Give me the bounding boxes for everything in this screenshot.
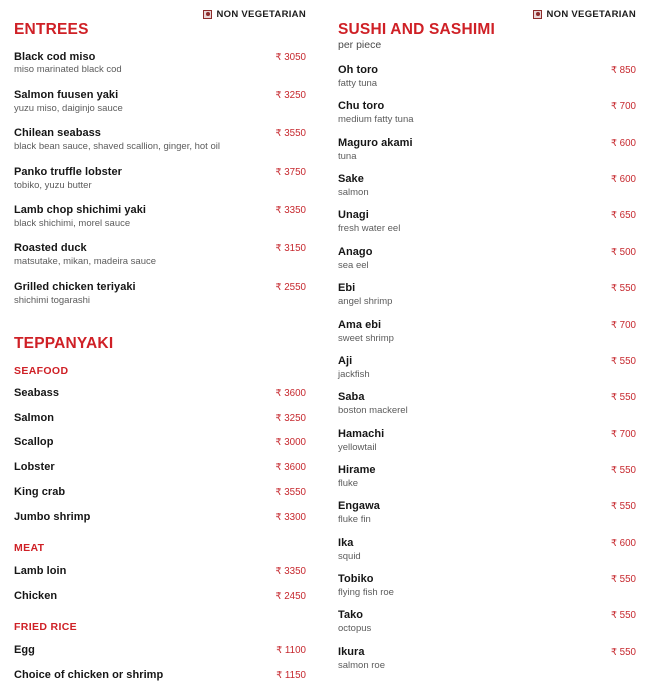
menu-item-price-amount: 3250	[281, 89, 306, 101]
menu-item-price-amount: 2450	[281, 590, 306, 602]
menu-item-name: Salmon fuusen yaki	[14, 88, 119, 101]
menu-item	[14, 412, 306, 426]
menu-item-description: fatty tuna	[338, 78, 378, 90]
menu-item	[14, 166, 306, 191]
rupee-symbol-icon: ₹	[275, 590, 282, 601]
menu-item-price-amount: 3350	[281, 565, 306, 577]
rupee-symbol-icon: ₹	[611, 428, 617, 439]
non-veg-badge-row-right	[338, 0, 636, 22]
menu-item	[14, 461, 306, 475]
menu-item-price-amount: 3350	[281, 204, 306, 216]
menu-item-price	[594, 246, 636, 260]
menu-subsection-title: SEAFOOD	[14, 364, 69, 377]
menu-item-description: jackfish	[338, 368, 370, 380]
menu-item-name: Grilled chicken teriyaki	[14, 280, 136, 293]
menu-item	[338, 282, 636, 307]
menu-item-text	[14, 242, 254, 267]
menu-item-text	[338, 609, 584, 634]
menu-item-text	[14, 644, 254, 657]
menu-item-price	[594, 355, 636, 369]
menu-item	[14, 204, 306, 229]
rupee-symbol-icon: ₹	[611, 101, 617, 112]
rupee-symbol-icon: ₹	[275, 281, 282, 292]
menu-item-text	[14, 436, 254, 449]
menu-item-text	[14, 590, 254, 603]
menu-item-text	[14, 387, 254, 400]
menu-item-text	[338, 282, 584, 307]
menu-item-name: Sake	[338, 173, 364, 186]
non-veg-badge-row-left	[14, 0, 306, 22]
menu-item-description: sea eel	[338, 259, 369, 271]
menu-item-description: yuzu miso, daiginjo sauce	[14, 102, 123, 114]
menu-item	[14, 590, 306, 604]
menu-item-description: tobiko, yuzu butter	[14, 179, 92, 191]
menu-item-price-amount: 3000	[281, 437, 306, 449]
rupee-symbol-icon: ₹	[276, 644, 283, 655]
menu-item-price	[264, 412, 306, 426]
menu-item-description: salmon roe	[338, 659, 385, 671]
rupee-symbol-icon: ₹	[611, 537, 617, 548]
menu-item	[338, 319, 636, 344]
menu-item-price-amount: 700	[616, 319, 636, 331]
menu-item	[14, 387, 306, 401]
menu-item-price	[264, 511, 306, 525]
menu-item	[14, 242, 306, 267]
menu-item	[14, 127, 306, 152]
menu-item-text	[338, 173, 584, 198]
menu-item-description: miso marinated black cod	[14, 64, 122, 76]
menu-item-name: Hamachi	[338, 427, 385, 440]
menu-item	[14, 511, 306, 525]
menu-item	[338, 246, 636, 271]
menu-item-description: black bean sauce, shaved scallion, ginger, hot oil	[14, 141, 220, 153]
menu-item	[14, 486, 306, 500]
menu-item-price-amount: 550	[616, 574, 636, 586]
menu-item-price	[594, 464, 636, 478]
menu-item-name: Seabass	[14, 387, 59, 400]
rupee-symbol-icon: ₹	[275, 462, 282, 473]
menu-item-price	[594, 609, 636, 623]
menu-item-name: Salmon	[14, 411, 55, 424]
menu-item-price	[264, 242, 306, 256]
menu-item-text	[14, 127, 254, 152]
menu-item	[14, 669, 306, 683]
menu-item-price-amount: 600	[616, 174, 636, 186]
menu-item-name: Saba	[338, 391, 365, 404]
non-veg-square-icon	[203, 10, 212, 19]
menu-item-text	[14, 281, 254, 306]
menu-item-price	[594, 319, 636, 333]
menu-item-price	[594, 173, 636, 187]
menu-item-name: Chicken	[14, 589, 58, 602]
menu-item-price	[594, 137, 636, 151]
menu-item-price-amount: 550	[616, 646, 636, 658]
menu-item-text	[338, 64, 584, 89]
menu-item-text	[14, 89, 254, 114]
rupee-symbol-icon: ₹	[611, 465, 617, 475]
non-veg-square-icon	[533, 10, 542, 19]
menu-item	[338, 609, 636, 634]
menu-item-price	[264, 51, 306, 65]
menu-item-description: boston mackerel	[338, 405, 408, 417]
rupee-symbol-icon: ₹	[611, 610, 617, 621]
menu-item-price	[264, 590, 306, 604]
menu-item-price-amount: 550	[616, 355, 636, 367]
menu-item-text	[338, 209, 584, 234]
menu-item-price-amount: 3600	[281, 462, 306, 474]
menu-item	[14, 644, 306, 658]
menu-item-price-amount: 3150	[281, 243, 306, 255]
menu-item-name: Ama ebi	[338, 318, 382, 331]
menu-item-name: Lobster	[14, 461, 55, 474]
menu-item-name: Chilean seabass	[14, 127, 101, 140]
menu-item-text	[338, 537, 584, 562]
menu-item-description: octopus	[338, 623, 372, 635]
menu-item-price-amount: 700	[616, 428, 636, 440]
rupee-symbol-icon: ₹	[611, 283, 617, 294]
menu-item-name: Egg	[14, 643, 35, 656]
menu-item	[14, 565, 306, 579]
menu-item-price	[594, 64, 636, 78]
menu-item-description: medium fatty tuna	[338, 114, 414, 126]
rupee-symbol-icon: ₹	[275, 388, 282, 399]
rupee-symbol-icon: ₹	[611, 210, 617, 221]
menu-item	[338, 428, 636, 453]
menu-item-text	[14, 204, 254, 229]
menu-item-price	[264, 89, 306, 103]
menu-item-name: Oh toro	[338, 64, 379, 77]
menu-item-name: Choice of chicken or shrimp	[14, 668, 164, 681]
menu-item-description: matsutake, mikan, madeira sauce	[14, 256, 157, 268]
menu-item	[338, 573, 636, 598]
menu-item-name: Unagi	[338, 209, 369, 222]
menu-item-price	[594, 209, 636, 223]
menu-item-name: Ikura	[338, 645, 365, 658]
rupee-symbol-icon: ₹	[611, 646, 617, 657]
menu-item-price	[594, 428, 636, 442]
menu-sections-right	[338, 22, 636, 671]
menu-item-price-amount: 3250	[281, 412, 306, 424]
menu-section	[14, 22, 306, 306]
menu-item-description: fluke fin	[338, 514, 371, 526]
rupee-symbol-icon: ₹	[275, 166, 282, 177]
menu-section-title: TEPPANYAKI	[14, 335, 114, 353]
menu-item	[338, 464, 636, 489]
menu-item-price-amount: 3550	[281, 128, 306, 140]
menu-item-price-amount: 500	[616, 246, 636, 258]
rupee-symbol-icon: ₹	[611, 319, 617, 330]
menu-item-description: tuna	[338, 150, 357, 162]
menu-item-price-amount: 550	[616, 465, 636, 476]
menu-item-name: Maguro akami	[338, 136, 413, 149]
menu-item-description: flying fish roe	[338, 587, 394, 599]
non-veg-badge-label: NON VEGETARIAN	[546, 8, 636, 20]
menu-item-text	[338, 246, 584, 271]
rupee-symbol-icon: ₹	[275, 486, 282, 497]
rupee-symbol-icon: ₹	[275, 565, 282, 576]
menu-item-text	[338, 646, 584, 671]
non-veg-badge-label: NON VEGETARIAN	[216, 8, 306, 20]
menu-item-description: angel shrimp	[338, 296, 393, 308]
menu-item-text	[338, 319, 584, 344]
non-veg-badge	[533, 9, 636, 20]
rupee-symbol-icon: ₹	[275, 243, 282, 254]
menu-item-name: Tako	[338, 609, 364, 622]
menu-item-description: salmon	[338, 187, 369, 199]
menu-item-description: fresh water eel	[338, 223, 401, 235]
menu-item-description: squid	[338, 550, 361, 562]
menu-item-description: black shichimi, morel sauce	[14, 217, 131, 229]
menu-item-text	[14, 166, 254, 191]
menu-item-price	[264, 669, 306, 683]
menu-item-price	[264, 486, 306, 500]
menu-item-price-amount: 700	[616, 101, 636, 113]
menu-item-name: Hirame	[338, 464, 376, 476]
menu-subsection	[14, 622, 306, 682]
menu-item-price	[264, 436, 306, 450]
rupee-symbol-icon: ₹	[275, 511, 282, 522]
menu-item	[14, 51, 306, 76]
menu-item	[14, 281, 306, 306]
menu-column-left	[0, 0, 330, 682]
menu-item-text	[14, 511, 254, 524]
menu-item-price	[264, 387, 306, 401]
menu-item-price	[264, 127, 306, 141]
non-veg-badge	[203, 9, 306, 20]
menu-item-price-amount: 550	[616, 283, 636, 295]
menu-item-price	[594, 282, 636, 296]
rupee-symbol-icon: ₹	[275, 412, 282, 423]
menu-item-name: Lamb chop shichimi yaki	[14, 203, 146, 216]
menu-item	[338, 100, 636, 125]
menu-item-price-amount: 3300	[281, 511, 306, 523]
menu-item-price	[594, 391, 636, 405]
menu-item-price-amount: 3600	[281, 388, 306, 400]
menu-item-text	[14, 669, 254, 682]
menu-item-name: Aji	[338, 354, 353, 367]
menu-item-price-amount: 3050	[281, 51, 306, 63]
menu-item-name: Lamb loin	[14, 564, 67, 577]
menu-item	[338, 209, 636, 234]
menu-item-text	[338, 428, 584, 453]
menu-item	[338, 537, 636, 562]
menu-item-price-amount: 600	[616, 537, 636, 549]
menu-item-price	[264, 565, 306, 579]
menu-item-name: Scallop	[14, 436, 54, 449]
rupee-symbol-icon: ₹	[611, 355, 617, 366]
menu-item-price-amount: 550	[616, 501, 636, 513]
menu-item-description: fluke	[338, 477, 359, 489]
menu-item-text	[14, 412, 254, 425]
menu-subsection	[14, 366, 306, 525]
menu-item-name: Jumbo shrimp	[14, 510, 91, 523]
rupee-symbol-icon: ₹	[611, 501, 617, 512]
menu-item-name: Anago	[338, 245, 373, 258]
menu-item-text	[14, 461, 254, 474]
menu-item-price-amount: 1100	[282, 644, 306, 656]
menu-item-name: King crab	[14, 485, 66, 498]
menu-item-text	[14, 486, 254, 499]
menu-item-price	[264, 204, 306, 218]
rupee-symbol-icon: ₹	[611, 174, 617, 185]
menu-item-name: Tobiko	[338, 573, 374, 586]
menu-item-price-amount: 550	[616, 392, 636, 404]
menu-item-price	[264, 281, 306, 295]
menu-item-name: Chu toro	[338, 100, 385, 113]
menu-item-name: Panko truffle lobster	[14, 165, 123, 178]
menu-item-text	[338, 464, 584, 489]
rupee-symbol-icon: ₹	[275, 128, 282, 139]
rupee-symbol-icon: ₹	[611, 574, 617, 585]
rupee-symbol-icon: ₹	[275, 51, 282, 62]
rupee-symbol-icon: ₹	[275, 89, 282, 100]
menu-item-price	[594, 646, 636, 660]
menu-item-name: Roasted duck	[14, 242, 87, 255]
menu-item-price-amount: 650	[616, 210, 636, 222]
menu-item-name: Ebi	[338, 282, 356, 295]
menu-item-name: Engawa	[338, 500, 380, 513]
menu-item-text	[14, 51, 254, 76]
menu-item-text	[14, 565, 254, 578]
menu-item	[338, 64, 636, 89]
menu-item-price	[594, 573, 636, 587]
rupee-symbol-icon: ₹	[611, 392, 617, 403]
menu-column-right	[330, 0, 650, 671]
menu-section-title: SUSHI AND SASHIMI	[338, 21, 495, 38]
menu-item-price-amount: 600	[616, 137, 636, 149]
menu-item-price-amount: 2550	[281, 281, 306, 293]
menu-item-text	[338, 355, 584, 380]
menu-section-note: per piece	[338, 38, 382, 51]
rupee-symbol-icon: ₹	[275, 437, 282, 448]
menu-item-text	[338, 100, 584, 125]
menu-item-description: yellowtail	[338, 441, 377, 453]
menu-subsection-title: FRIED RICE	[14, 621, 78, 634]
menu-item-price-amount: 3750	[281, 166, 306, 178]
menu-item	[338, 646, 636, 671]
menu-item-description: shichimi togarashi	[14, 294, 91, 306]
rupee-symbol-icon: ₹	[611, 246, 617, 257]
menu-item-name: Black cod miso	[14, 50, 96, 63]
menu-item	[338, 173, 636, 198]
menu-item-price	[264, 166, 306, 180]
menu-section	[14, 336, 306, 682]
menu-item	[338, 137, 636, 162]
menu-item	[338, 391, 636, 416]
rupee-symbol-icon: ₹	[275, 204, 282, 215]
menu-item-description: sweet shrimp	[338, 332, 394, 344]
menu-section-title: ENTREES	[14, 21, 89, 38]
menu-item	[14, 89, 306, 114]
rupee-symbol-icon: ₹	[276, 669, 283, 680]
rupee-symbol-icon: ₹	[611, 137, 617, 148]
menu-item-price-amount: 3550	[281, 486, 306, 498]
menu-section	[338, 22, 636, 671]
menu-subsection	[14, 543, 306, 603]
menu-item-text	[338, 391, 584, 416]
menu-item	[14, 436, 306, 450]
menu-item-name: Ika	[338, 536, 354, 549]
menu-item-price	[594, 537, 636, 551]
menu-subsection-title: MEAT	[14, 542, 45, 555]
menu-item	[338, 500, 636, 525]
menu-item-text	[338, 573, 584, 598]
menu-item-price-amount: 850	[616, 65, 636, 77]
menu-item	[338, 355, 636, 380]
menu-item-price	[594, 100, 636, 114]
menu-item-price-amount: 550	[616, 610, 636, 622]
menu-item-text	[338, 500, 584, 525]
menu-item-price	[264, 644, 306, 658]
rupee-symbol-icon: ₹	[611, 65, 617, 76]
menu-item-text	[338, 137, 584, 162]
menu-item-price-amount: 1150	[282, 669, 306, 681]
menu-item-price	[594, 500, 636, 514]
menu-item-price	[264, 461, 306, 475]
menu-sections-left	[14, 22, 306, 682]
